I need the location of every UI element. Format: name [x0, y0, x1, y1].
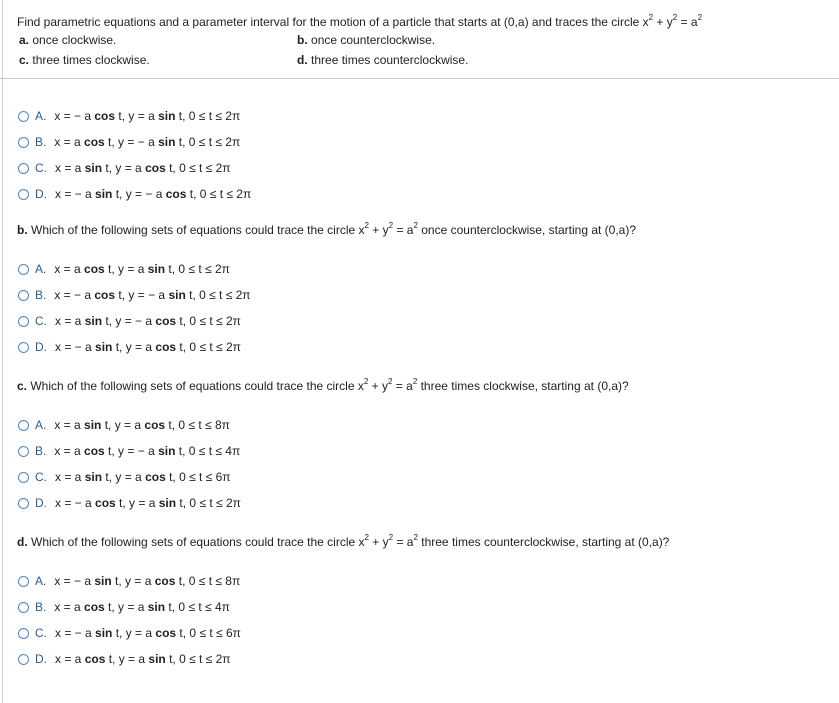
radio-button[interactable] — [18, 602, 29, 613]
option-c-B[interactable]: B. x = a cos t, y = − a sin t, 0 ≤ t ≤ 4π — [18, 441, 240, 461]
radio-button[interactable] — [18, 628, 29, 639]
radio-button[interactable] — [18, 137, 29, 148]
equation: x = − a sin t, y = a cos t, 0 ≤ t ≤ 8π — [54, 574, 241, 588]
left-border — [2, 0, 3, 703]
option-a-C[interactable]: C. x = a sin t, y = a cos t, 0 ≤ t ≤ 2π — [18, 158, 231, 178]
equation: x = a sin t, y = − a cos t, 0 ≤ t ≤ 2π — [55, 314, 241, 328]
equation: x = − a cos t, y = − a sin t, 0 ≤ t ≤ 2π — [54, 288, 251, 302]
option-c-C[interactable]: C. x = a sin t, y = a cos t, 0 ≤ t ≤ 6π — [18, 467, 231, 487]
equation: x = a sin t, y = a cos t, 0 ≤ t ≤ 2π — [55, 161, 231, 175]
option-c-D[interactable]: D. x = − a cos t, y = a sin t, 0 ≤ t ≤ 2π — [18, 493, 241, 513]
option-a-A[interactable]: A. x = − a cos t, y = a sin t, 0 ≤ t ≤ 2π — [18, 106, 240, 126]
option-b-B[interactable]: B. x = − a cos t, y = − a sin t, 0 ≤ t ≤ 2π — [18, 285, 251, 305]
option-b-D[interactable]: D. x = − a sin t, y = a cos t, 0 ≤ t ≤ 2π — [18, 337, 241, 357]
part-c: c. three times clockwise. — [19, 53, 150, 67]
question-c: c. Which of the following sets of equations could trace the circle $x^2 + y^2 = a^2$ three times clockwise, starting at (0,a)? — [17, 377, 629, 393]
radio-button[interactable] — [18, 163, 29, 174]
question-b: b. Which of the following sets of equations could trace the circle $x^2 + y^2 = a^2$ once counterclockwise, starting at (0,a)? — [17, 221, 637, 237]
problem-parts — [17, 30, 832, 70]
radio-button[interactable] — [18, 654, 29, 665]
radio-button[interactable] — [18, 189, 29, 200]
divider — [0, 78, 839, 79]
option-b-A[interactable]: A. x = a cos t, y = a sin t, 0 ≤ t ≤ 2π — [18, 259, 230, 279]
option-d-C[interactable]: C. x = − a sin t, y = a cos t, 0 ≤ t ≤ 6π — [18, 623, 241, 643]
problem-intro — [17, 14, 832, 70]
radio-button[interactable] — [18, 472, 29, 483]
radio-button[interactable] — [18, 316, 29, 327]
option-c-A[interactable]: A. x = a sin t, y = a cos t, 0 ≤ t ≤ 8π — [18, 415, 230, 435]
equation: x = a sin t, y = a cos t, 0 ≤ t ≤ 8π — [54, 418, 230, 432]
equation: x = a cos t, y = − a sin t, 0 ≤ t ≤ 4π — [54, 444, 241, 458]
option-a-B[interactable]: B. x = a cos t, y = − a sin t, 0 ≤ t ≤ 2π — [18, 132, 240, 152]
option-d-D[interactable]: D. x = a cos t, y = a sin t, 0 ≤ t ≤ 2π — [18, 649, 231, 669]
equation: x = a cos t, y = a sin t, 0 ≤ t ≤ 2π — [55, 652, 231, 666]
part-b: b. once counterclockwise. — [297, 33, 436, 47]
radio-button[interactable] — [18, 576, 29, 587]
equation: x = − a sin t, y = a cos t, 0 ≤ t ≤ 2π — [55, 340, 241, 354]
radio-button[interactable] — [18, 111, 29, 122]
radio-button[interactable] — [18, 446, 29, 457]
option-d-A[interactable]: A. x = − a sin t, y = a cos t, 0 ≤ t ≤ 8π — [18, 571, 240, 591]
equation: x = − a cos t, y = a sin t, 0 ≤ t ≤ 2π — [55, 496, 241, 510]
radio-button[interactable] — [18, 498, 29, 509]
option-a-D[interactable]: D. x = − a sin t, y = − a cos t, 0 ≤ t ≤ 2π — [18, 184, 251, 204]
equation: x = − a cos t, y = a sin t, 0 ≤ t ≤ 2π — [54, 109, 241, 123]
part-a: a. once clockwise. — [19, 33, 117, 47]
radio-button[interactable] — [18, 342, 29, 353]
equation: x = a cos t, y = − a sin t, 0 ≤ t ≤ 2π — [54, 135, 241, 149]
part-d: d. three times counterclockwise. — [297, 53, 469, 67]
option-b-C[interactable]: C. x = a sin t, y = − a cos t, 0 ≤ t ≤ 2π — [18, 311, 241, 331]
equation: x = − a sin t, y = a cos t, 0 ≤ t ≤ 6π — [55, 626, 241, 640]
radio-button[interactable] — [18, 290, 29, 301]
equation: x = a sin t, y = a cos t, 0 ≤ t ≤ 6π — [55, 470, 231, 484]
intro-text: Find parametric equations and a parameter interval for the motion of a particle that starts at (0,a) and traces the circle $x^2 + y^2 = a^2$ — [17, 13, 703, 29]
equation: x = − a sin t, y = − a cos t, 0 ≤ t ≤ 2π — [55, 187, 252, 201]
option-d-B[interactable]: B. x = a cos t, y = a sin t, 0 ≤ t ≤ 4π — [18, 597, 230, 617]
question-d: d. Which of the following sets of equations could trace the circle $x^2 + y^2 = a^2$ three times counterclockwise, starting at (0,a)? — [17, 533, 670, 549]
equation: x = a cos t, y = a sin t, 0 ≤ t ≤ 4π — [54, 600, 230, 614]
radio-button[interactable] — [18, 264, 29, 275]
equation: x = a cos t, y = a sin t, 0 ≤ t ≤ 2π — [54, 262, 230, 276]
radio-button[interactable] — [18, 420, 29, 431]
